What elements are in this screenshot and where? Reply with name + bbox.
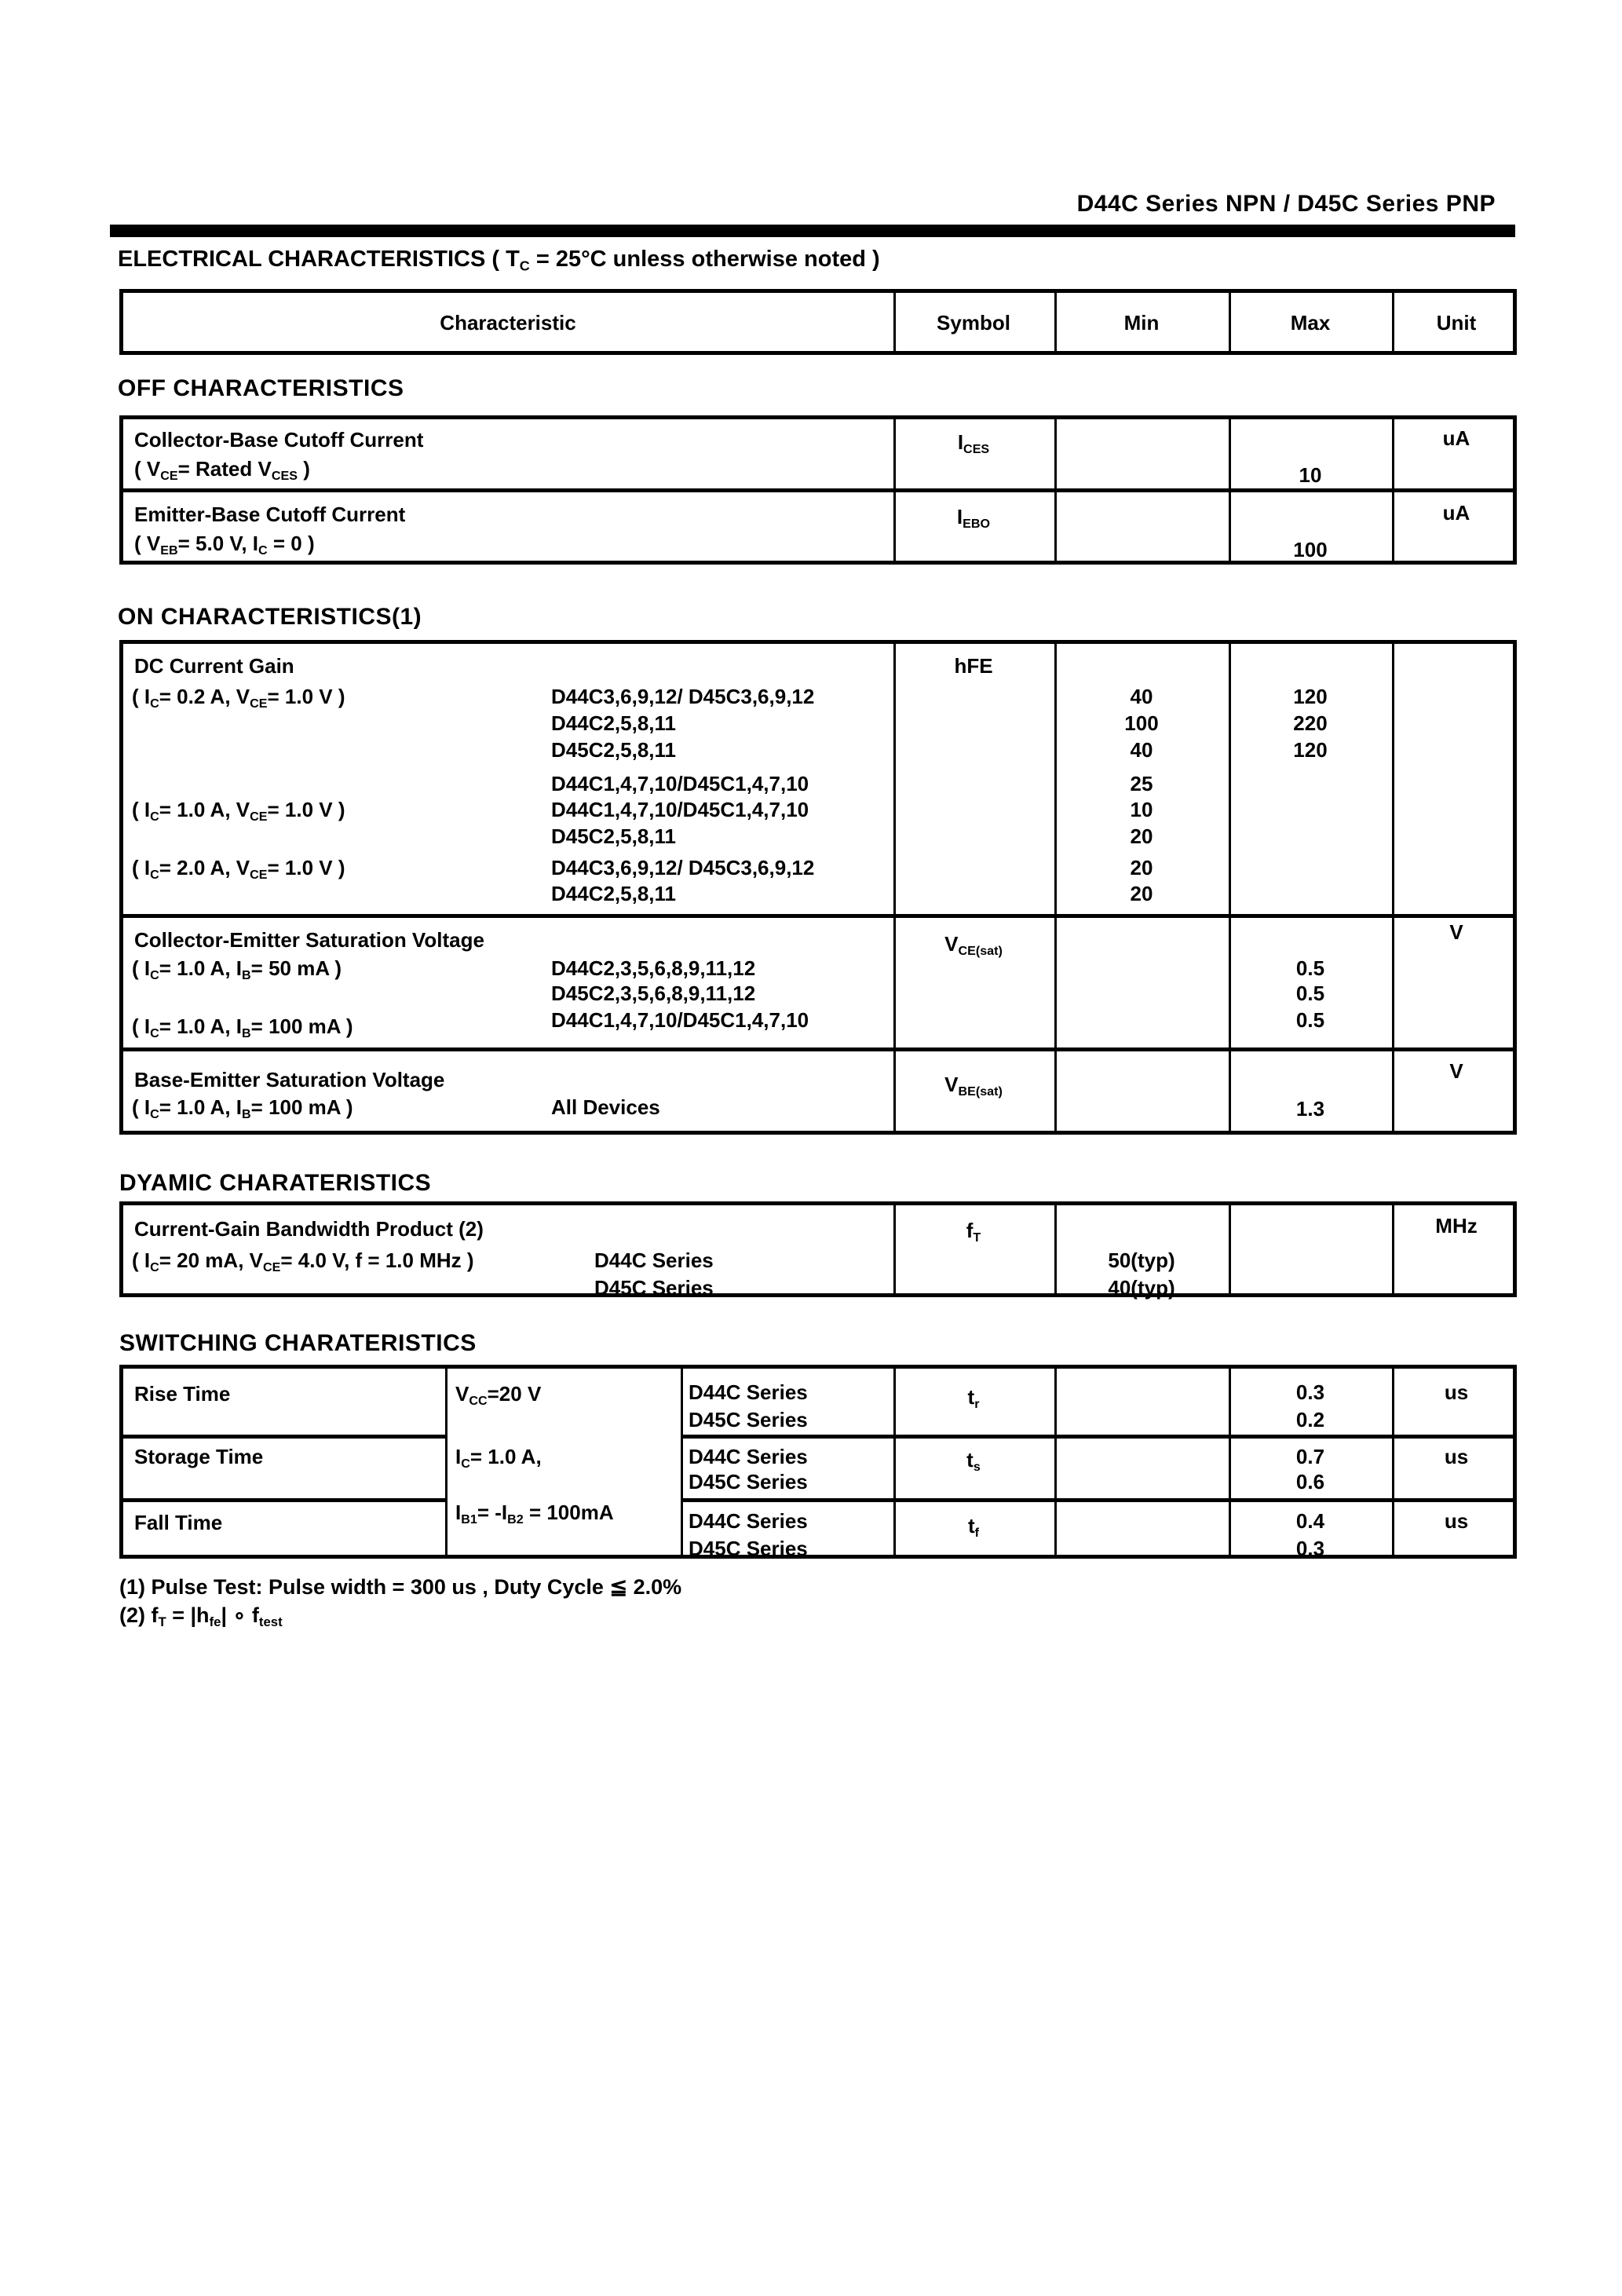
symbol-value: $I_{CES}$	[957, 430, 990, 456]
max-value: 100	[1293, 538, 1328, 561]
switching-characteristics-table	[119, 1365, 1517, 1559]
device-entry: D44C Series	[689, 1445, 808, 1468]
max-value: 0.3	[1295, 1537, 1325, 1560]
max-value: 10	[1299, 463, 1322, 487]
min-value: 25	[1130, 772, 1153, 795]
column-divider	[1054, 1205, 1057, 1293]
row-condition: ( $I_C= 20$ mA, $V_{CE}= 4.0$ V, f = 1.0 MHz )	[132, 1249, 474, 1274]
max-value: 0.5	[1295, 982, 1325, 1005]
max-value: 0.4	[1295, 1509, 1325, 1533]
device-entry: D44C Series	[594, 1249, 714, 1272]
column-divider	[893, 293, 896, 351]
device-entry: D45C2,5,8,11	[551, 738, 677, 762]
device-entry: D45C2,5,8,11	[551, 824, 677, 848]
max-value: 0.2	[1295, 1408, 1325, 1431]
row-condition: ( $V_{CE}=$ Rated $V_{CES}$ )	[134, 457, 310, 483]
max-value: 120	[1293, 738, 1328, 762]
column-header-characteristic: Characteristic	[440, 311, 576, 335]
row-condition: ( $V_{EB}= 5.0$ V, $I_C = 0$ )	[134, 532, 315, 558]
dynamic-characteristics-heading: DYAMIC CHARATERISTICS	[119, 1170, 432, 1196]
row-name: Rise Time	[134, 1382, 231, 1406]
row-divider	[123, 1498, 445, 1502]
footnote-1: (1) Pulse Test: Pulse width = 300 us , Duty Cycle ≦ 2.0%	[119, 1575, 682, 1599]
row-name: Emitter-Base Cutoff Current	[134, 503, 406, 526]
row-divider	[123, 914, 1513, 918]
row-condition: ( $I_C= 1.0$ A, $I_B= 100$ mA )	[132, 1095, 353, 1121]
column-divider	[1229, 293, 1231, 351]
column-divider	[1054, 293, 1057, 351]
max-value: 0.6	[1295, 1470, 1325, 1493]
max-value: 220	[1293, 711, 1328, 735]
unit-value: V	[1449, 1059, 1463, 1083]
column-divider	[1229, 644, 1231, 1131]
symbol-value: $t_s$	[966, 1448, 981, 1474]
device-entry: D44C2,5,8,11	[551, 711, 677, 735]
unit-value: uA	[1442, 501, 1470, 525]
symbol-value: $t_r$	[967, 1385, 980, 1411]
device-entry: D44C1,4,7,10/D45C1,4,7,10	[551, 1008, 809, 1032]
row-condition: ( $I_C= 1.0$ A, $V_{CE}= 1.0$ V )	[132, 798, 345, 824]
row-name: Fall Time	[134, 1511, 223, 1534]
unit-value: uA	[1442, 426, 1470, 450]
device-entry: D44C1,4,7,10/D45C1,4,7,10	[551, 772, 809, 795]
row-condition: $I_C= 1.0$ A,	[455, 1445, 542, 1471]
row-divider	[123, 488, 1513, 492]
min-value: 10	[1130, 798, 1153, 821]
row-divider	[123, 1047, 1513, 1051]
max-value: 0.3	[1295, 1380, 1325, 1404]
row-name: Storage Time	[134, 1445, 264, 1468]
min-value: 20	[1130, 824, 1153, 848]
device-entry: All Devices	[551, 1095, 660, 1119]
max-value: 120	[1293, 685, 1328, 708]
footnote-2: (2) $f_T = |h_{fe}|$ ∘ $f_{test}$	[119, 1603, 283, 1630]
row-name: DC Current Gain	[134, 654, 294, 678]
row-condition: $I_{B1}= -I_{B2} = 100mA$	[455, 1501, 614, 1526]
min-value: 100	[1124, 711, 1159, 735]
unit-value: us	[1444, 1509, 1469, 1533]
device-entry: D44C3,6,9,12/ D45C3,6,9,12	[551, 685, 815, 708]
row-condition: ( $I_C= 2.0$ A, $V_{CE}= 1.0$ V )	[132, 856, 345, 882]
min-value: 50(typ)	[1108, 1249, 1175, 1272]
page-header-title: D44C Series NPN / D45C Series PNP	[1076, 191, 1496, 217]
symbol-value: $I_{EBO}$	[956, 505, 991, 531]
device-entry: D44C3,6,9,12/ D45C3,6,9,12	[551, 856, 815, 879]
column-header-min: Min	[1123, 311, 1160, 335]
device-entry: D44C Series	[689, 1380, 808, 1404]
electrical-characteristics-heading: ELECTRICAL CHARACTERISTICS ( $T_C = 25^\circ C$ unless otherwise noted )	[118, 247, 880, 274]
symbol-value: hFE	[954, 654, 993, 678]
header-rule	[110, 225, 1515, 237]
column-header-max: Max	[1290, 311, 1331, 335]
column-divider	[1392, 644, 1394, 1131]
min-value: 40	[1130, 738, 1153, 762]
min-value: 20	[1130, 856, 1153, 879]
column-divider	[1392, 1369, 1394, 1555]
device-entry: D45C Series	[689, 1537, 808, 1560]
column-divider	[893, 1369, 896, 1555]
column-divider	[445, 1369, 448, 1555]
column-divider	[681, 1369, 683, 1555]
column-divider	[1054, 1369, 1057, 1555]
min-value: 40	[1130, 685, 1153, 708]
row-condition: ( $I_C= 0.2$ A, $V_{CE}= 1.0$ V )	[132, 685, 345, 711]
on-characteristics-heading: ON CHARACTERISTICS(1)	[118, 604, 422, 630]
max-value: 0.7	[1295, 1445, 1325, 1468]
on-characteristics-table	[119, 640, 1517, 1135]
row-name: Collector-Emitter Saturation Voltage	[134, 928, 484, 952]
device-entry: D45C Series	[689, 1470, 808, 1493]
row-divider	[123, 1435, 445, 1439]
unit-value: us	[1444, 1445, 1469, 1468]
row-name: Base-Emitter Saturation Voltage	[134, 1068, 445, 1091]
device-entry: D45C Series	[594, 1276, 714, 1300]
symbol-value: $f_T$	[966, 1219, 981, 1245]
column-divider	[1392, 1205, 1394, 1293]
off-characteristics-heading: OFF CHARACTERISTICS	[118, 375, 404, 401]
column-header-symbol: Symbol	[937, 311, 1010, 335]
column-header-unit: Unit	[1436, 311, 1477, 335]
device-entry: D45C Series	[689, 1408, 808, 1431]
column-divider	[1229, 1369, 1231, 1555]
characteristics-header-table	[119, 289, 1517, 355]
device-entry: D44C1,4,7,10/D45C1,4,7,10	[551, 798, 809, 821]
symbol-value: $V_{BE(sat)}$	[944, 1073, 1003, 1099]
device-entry: D44C2,5,8,11	[551, 882, 677, 905]
unit-value: us	[1444, 1380, 1469, 1404]
device-entry: D45C2,3,5,6,8,9,11,12	[551, 982, 756, 1005]
unit-value: MHz	[1435, 1214, 1478, 1238]
max-value: 1.3	[1295, 1097, 1325, 1121]
row-name: Current-Gain Bandwidth Product (2)	[134, 1217, 484, 1241]
unit-value: V	[1449, 920, 1463, 944]
row-condition: $V_{CC}=20$ V	[455, 1382, 542, 1408]
min-value: 20	[1130, 882, 1153, 905]
max-value: 0.5	[1295, 1008, 1325, 1032]
column-divider	[1392, 293, 1394, 351]
column-divider	[1229, 1205, 1231, 1293]
dynamic-characteristics-table	[119, 1201, 1517, 1300]
column-divider	[893, 1205, 896, 1293]
row-divider	[681, 1498, 1513, 1502]
symbol-value: $V_{CE(sat)}$	[944, 932, 1003, 958]
off-characteristics-table	[119, 415, 1517, 565]
device-entry: D44C2,3,5,6,8,9,11,12	[551, 956, 756, 980]
column-divider	[893, 644, 896, 1131]
symbol-value: $t_f$	[967, 1514, 980, 1540]
row-name: Collector-Base Cutoff Current	[134, 428, 424, 452]
device-entry: D44C Series	[689, 1509, 808, 1533]
row-condition: ( $I_C= 1.0$ A, $I_B= 100$ mA )	[132, 1015, 353, 1040]
row-divider	[681, 1435, 1513, 1439]
row-condition: ( $I_C= 1.0$ A, $I_B= 50$ mA )	[132, 956, 342, 982]
max-value: 0.5	[1295, 956, 1325, 980]
column-divider	[1054, 644, 1057, 1131]
min-value: 40(typ)	[1108, 1276, 1175, 1300]
switching-characteristics-heading: SWITCHING CHARATERISTICS	[119, 1330, 477, 1356]
